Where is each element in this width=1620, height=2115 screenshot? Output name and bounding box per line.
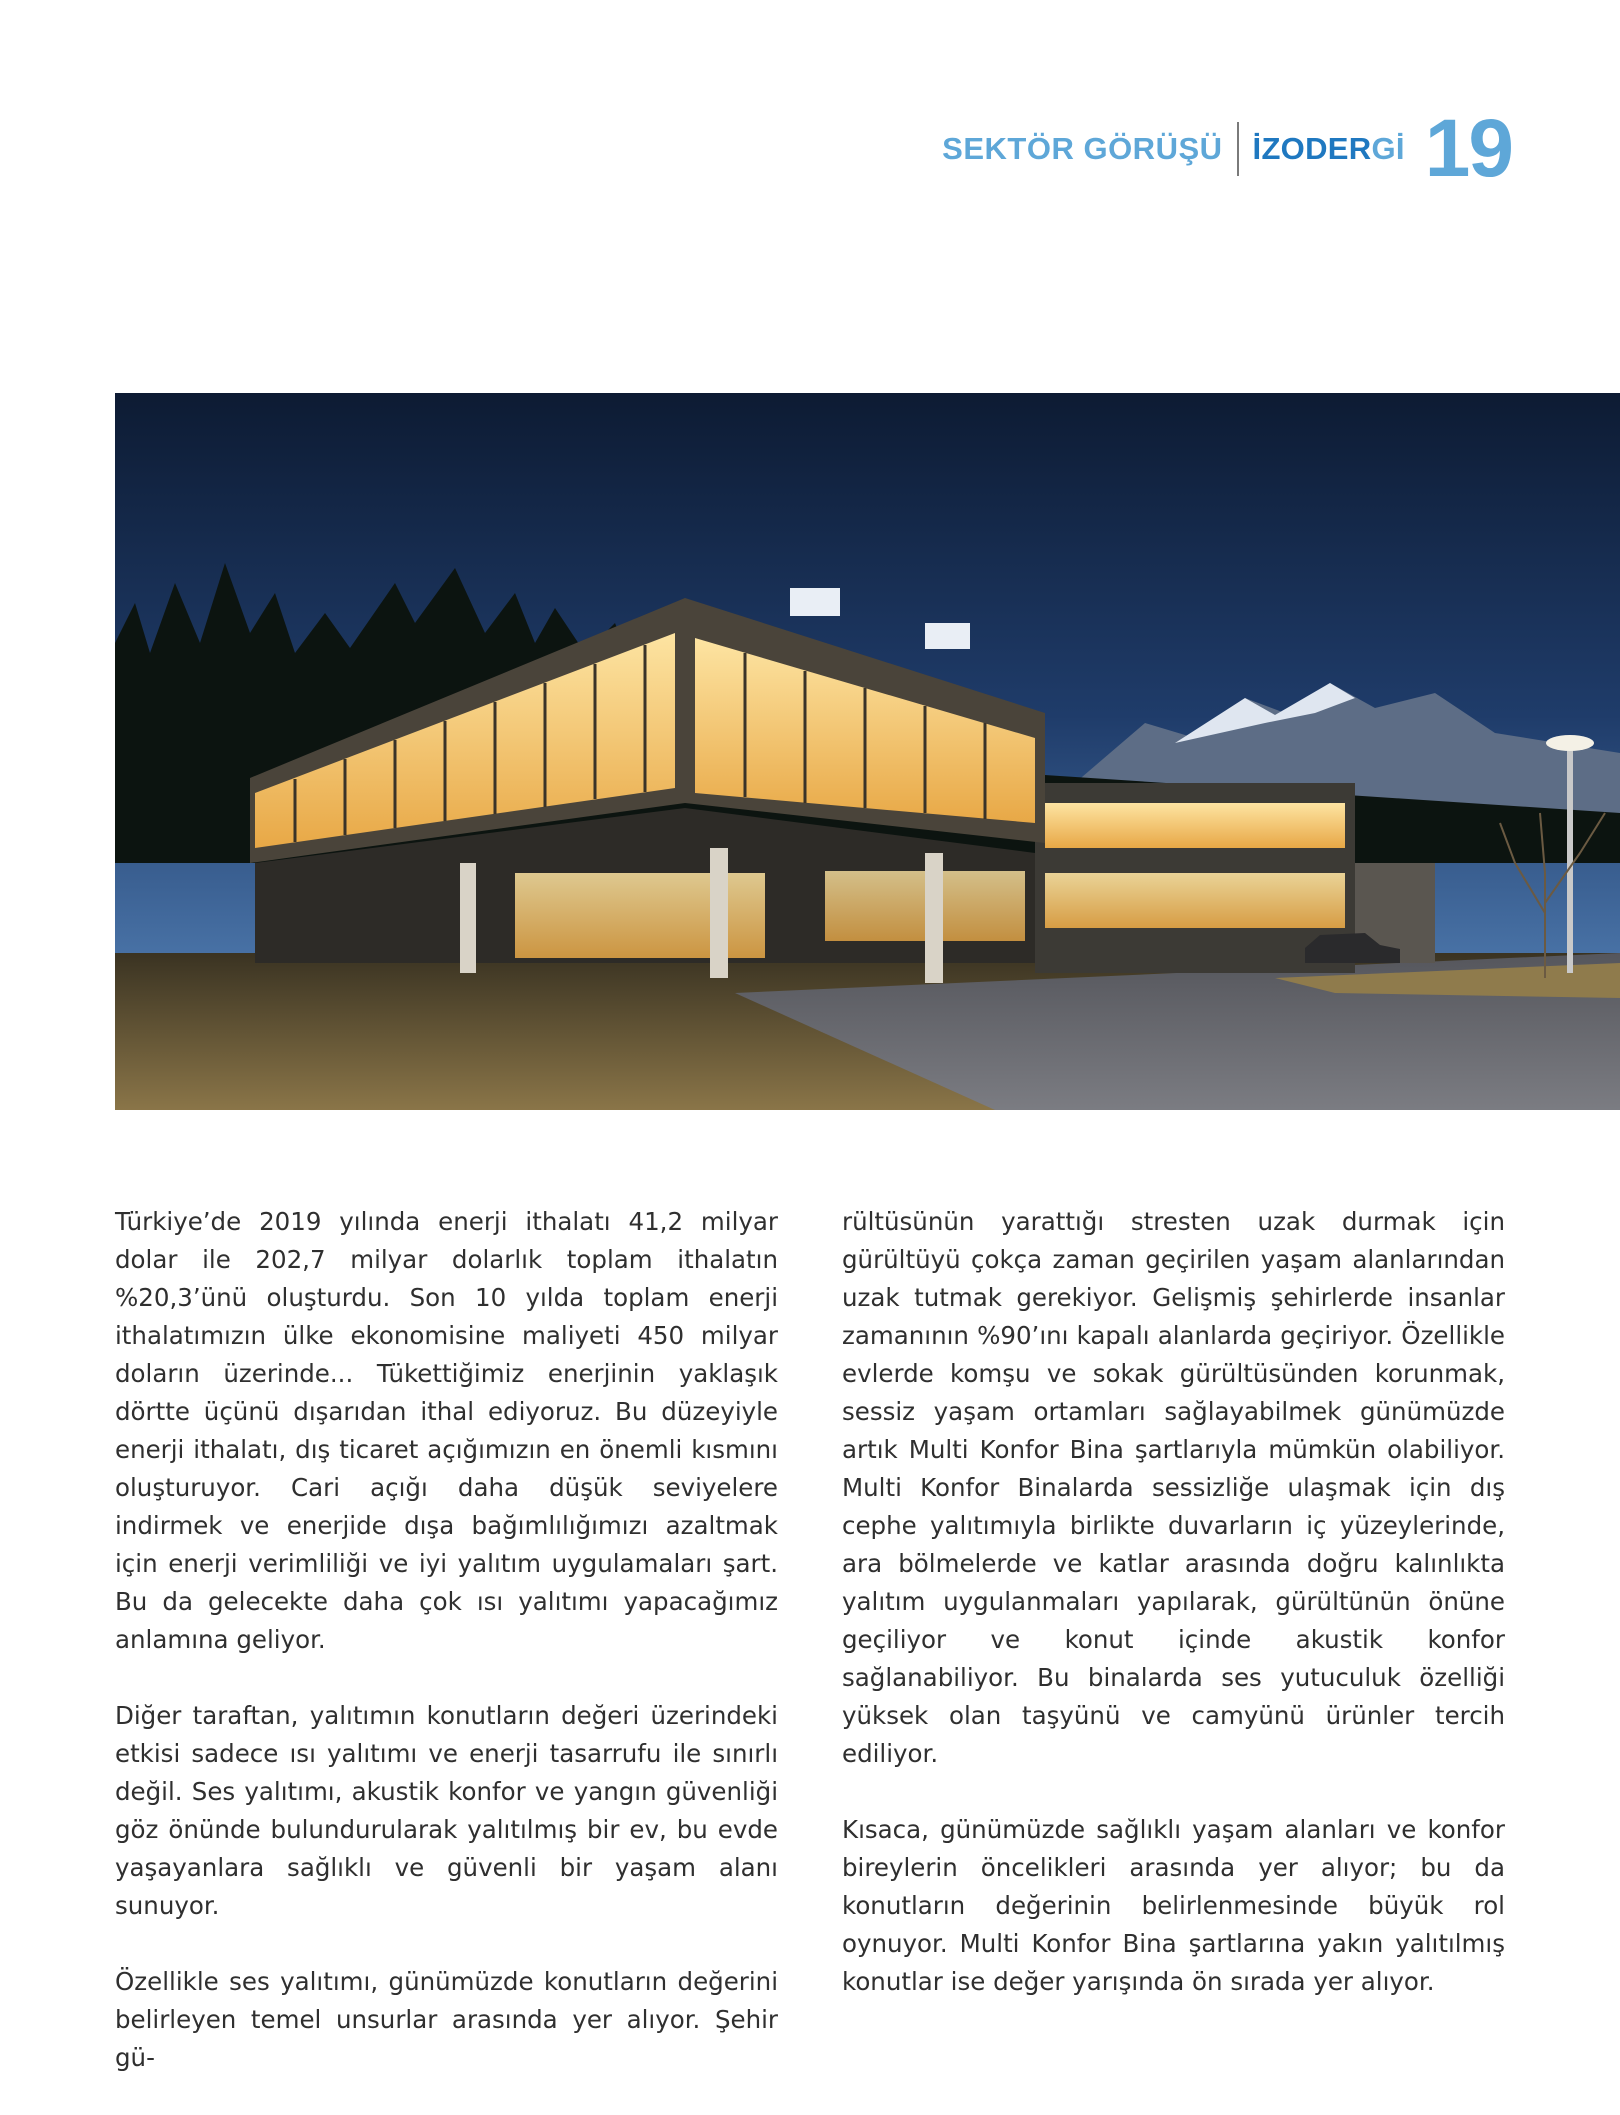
page-number: 19 (1424, 103, 1512, 194)
paragraph: Özellikle ses yalıtımı, günümüzde konutların değerini belirleyen temel unsurlar arasında yer alıyor. Şehir gü- (115, 1967, 778, 2072)
section-label: SEKTÖR GÖRÜŞÜ (942, 131, 1223, 166)
page-header (942, 103, 1512, 194)
paragraph: Kısaca, günümüzde sağlıklı yaşam alanları ve konfor bireylerin öncelikleri arasında yer alıyor; bu da konutların değerinin belirlenmesinde büyük rol oynuyor. Multi Konfor Bina şartlarına yakın yalıtılmış konutlar ise değer yarışında ön sırada yer alıyor. (842, 1815, 1505, 1996)
magazine-brand (1253, 131, 1405, 167)
paragraph: Türkiye’de 2019 yılında enerji ithalatı 41,2 milyar dolar ile 202,7 milyar dolarlık toplam ithalatın %20,3’ünü oluşturdu. Son 10 yılda toplam enerji ithalatımızın ülke ekonomisine maliyeti 450 milyar doların üzerinde... Tükettiğimiz enerjinin yaklaşık dörtte üçünü dışarıdan ithal ediyoruz. Bu düzeyiyle enerji ithalatı, dış ticaret açığımızın en önemli kısmını oluşturuyor. Cari açığı daha düşük seviyelere indirmek ve enerjide dışa bağımlılığımızı azaltmak için enerji verimliliği ve iyi yalıtım uygulamaları şart. Bu da gelecekte daha çok ısı yalıtımı yapacağımız anlamına geliyor. (115, 1207, 778, 1654)
building-photo (115, 393, 1620, 1110)
paragraph: rültüsünün yarattığı stresten uzak durmak için gürültüyü çokça zaman geçirilen yaşam alanlarından uzak tutmak gerekiyor. Gelişmiş şehirlerde insanlar zamanının %90’ını kapalı alanlarda geçiriyor. Özellikle evlerde komşu ve sokak gürültüsünden korunmak, sessiz yaşam ortamları sağlayabilmek günümüzde artık Multi Konfor Bina şartlarıyla mümkün olabiliyor. Multi Konfor Binalarda sessizliğe ulaşmak için dış cephe yalıtımıyla birlikte duvarların iç yüzeylerinde, ara bölmelerde ve katlar arasında doğru kalınlıkta yalıtım uygulanmaları yapılarak, gürültünün önüne geçiliyor ve konut içinde akustik konfor sağlanabiliyor. Bu binalarda ses yutuculuk özelliği yüksek olan taşyünü ve camyünü ürünler tercih ediliyor. (842, 1207, 1505, 1768)
header-divider (1237, 122, 1239, 176)
text-column-right (842, 1203, 1505, 2039)
paragraph: Diğer taraftan, yalıtımın konutların değeri üzerindeki etkisi sadece ısı yalıtımı ve enerji tasarrufu ile sınırlı değil. Ses yalıtımı, akustik konfor ve yangın güvenliği göz önünde bulundurularak yalıtılmış bir ev, bu evde yaşayanlara sağlıklı ve güvenli bir yaşam alanı sunuyor. (115, 1701, 778, 1920)
brand-part-2: Gİ (1371, 131, 1405, 166)
brand-part-1: İZODER (1252, 131, 1372, 166)
text-column-left (115, 1203, 778, 2115)
